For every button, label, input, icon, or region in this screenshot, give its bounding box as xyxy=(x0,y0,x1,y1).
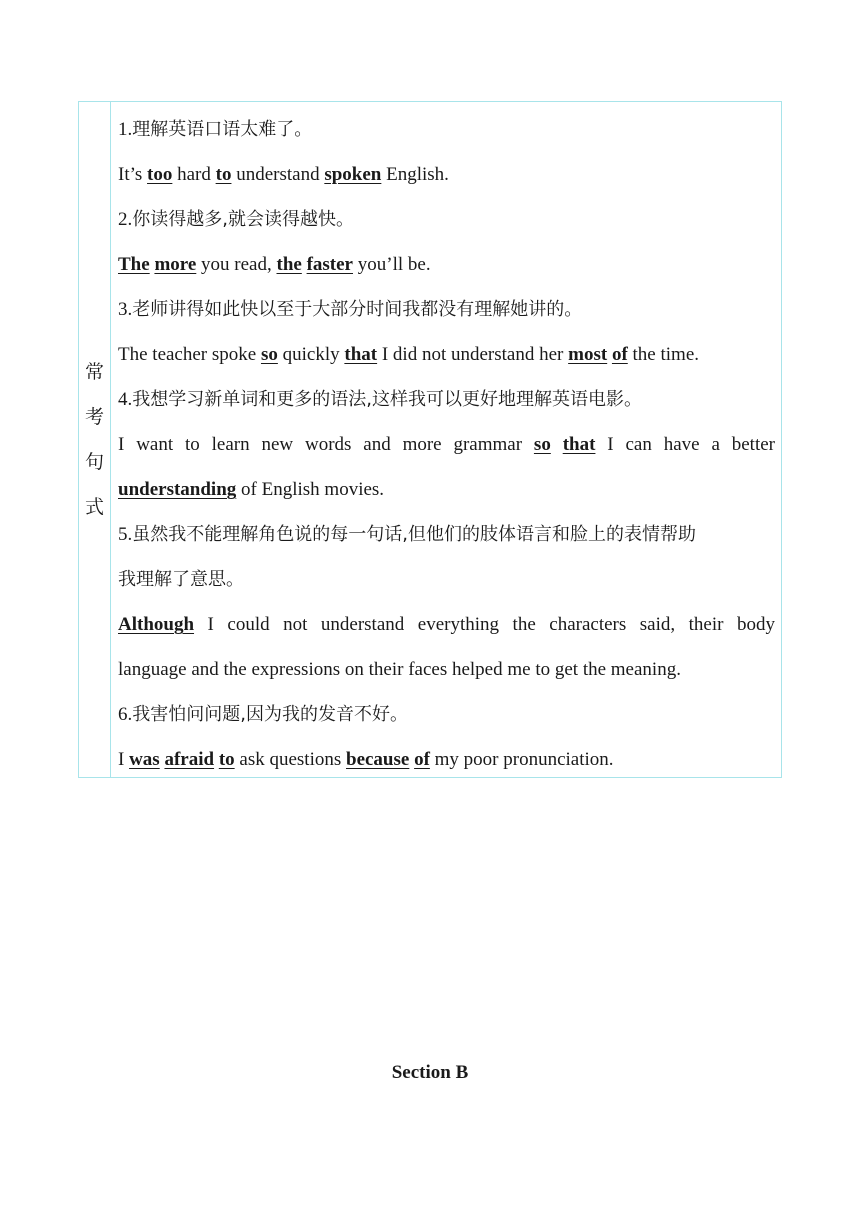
item-number: 1. xyxy=(118,119,133,140)
answer-blank: most xyxy=(568,344,608,365)
chinese-sentence xyxy=(118,377,775,422)
common-sentences-table xyxy=(78,101,782,778)
english-sentence xyxy=(118,152,775,197)
english-text: I xyxy=(118,749,130,770)
answer-blank: faster xyxy=(306,254,353,275)
side-label-char: 式 xyxy=(84,495,104,518)
english-text: English. xyxy=(381,164,449,185)
english-sentence xyxy=(118,242,775,287)
english-text: quickly xyxy=(277,344,345,365)
answer-blank: of xyxy=(414,749,430,770)
answer-blank: The xyxy=(118,254,150,275)
english-text: I can have a better xyxy=(595,434,775,455)
item-number: 3. xyxy=(118,299,133,320)
chinese-sentence-continued xyxy=(118,557,775,602)
english-text: I could not understand everything the characters said, their body xyxy=(194,614,775,635)
answer-blank: Although xyxy=(118,614,195,635)
english-text: understand xyxy=(231,164,325,185)
chinese-text: 我想学习新单词和更多的语法,这样我可以更好地理解英语电影。 xyxy=(132,389,642,410)
answer-blank: more xyxy=(154,254,197,275)
english-text: hard xyxy=(172,164,216,185)
section-title: Section B xyxy=(391,1062,469,1083)
chinese-text: 虽然我不能理解角色说的每一句话,但他们的肢体语言和脸上的表情帮助 xyxy=(132,524,696,545)
english-text: I did not understand her xyxy=(377,344,569,365)
english-text: ask questions xyxy=(234,749,346,770)
english-text: I want to learn new words and more grammar xyxy=(118,434,534,455)
item-number: 4. xyxy=(118,389,133,410)
side-label-char: 句 xyxy=(84,450,104,473)
answer-blank: so xyxy=(533,434,551,455)
answer-blank: that xyxy=(562,434,596,455)
chinese-text: 理解英语口语太难了。 xyxy=(132,119,313,140)
chinese-text: 我理解了意思。 xyxy=(118,569,244,590)
chinese-sentence xyxy=(118,107,775,152)
english-sentence-continued xyxy=(118,647,775,692)
answer-blank: spoken xyxy=(324,164,382,185)
english-text xyxy=(551,434,563,455)
answer-blank: the xyxy=(276,254,302,275)
chinese-sentence xyxy=(118,692,775,737)
item-number: 5. xyxy=(118,524,133,545)
answer-blank: of xyxy=(611,344,628,365)
english-text: the time. xyxy=(627,344,699,365)
english-text: It’s xyxy=(118,164,148,185)
answer-blank: understanding xyxy=(118,479,237,500)
answer-blank: was xyxy=(129,749,160,770)
item-number: 6. xyxy=(118,704,133,725)
answer-blank: to xyxy=(218,749,235,770)
chinese-text: 老师讲得如此快以至于大部分时间我都没有理解她讲的。 xyxy=(132,299,583,320)
chinese-text: 你读得越多,就会读得越快。 xyxy=(132,209,354,230)
answer-blank: so xyxy=(260,344,278,365)
english-text: you’ll be. xyxy=(353,254,431,275)
answer-blank: to xyxy=(215,164,232,185)
chinese-sentence xyxy=(118,512,775,557)
english-text: of English movies. xyxy=(236,479,385,500)
chinese-sentence xyxy=(118,197,775,242)
english-text: language and the expressions on their faces helped me to get the meaning. xyxy=(118,659,681,680)
item-number: 2. xyxy=(118,209,133,230)
english-sentence-continued xyxy=(118,467,775,512)
english-text: The teacher spoke xyxy=(118,344,261,365)
english-text: you read, xyxy=(196,254,277,275)
side-label-column xyxy=(79,102,111,777)
answer-blank: too xyxy=(147,164,173,185)
english-sentence xyxy=(118,332,775,377)
answer-blank: because xyxy=(346,749,410,770)
english-sentence xyxy=(118,602,775,647)
english-sentence xyxy=(118,737,775,782)
sentence-list xyxy=(111,102,781,777)
answer-blank: afraid xyxy=(164,749,215,770)
english-sentence xyxy=(118,422,775,467)
chinese-text: 我害怕问问题,因为我的发音不好。 xyxy=(132,704,408,725)
english-text: my poor pronunciation. xyxy=(429,749,614,770)
answer-blank: that xyxy=(344,344,378,365)
side-label-char: 常 xyxy=(84,360,104,383)
side-label-char: 考 xyxy=(84,405,104,428)
chinese-sentence xyxy=(118,287,775,332)
